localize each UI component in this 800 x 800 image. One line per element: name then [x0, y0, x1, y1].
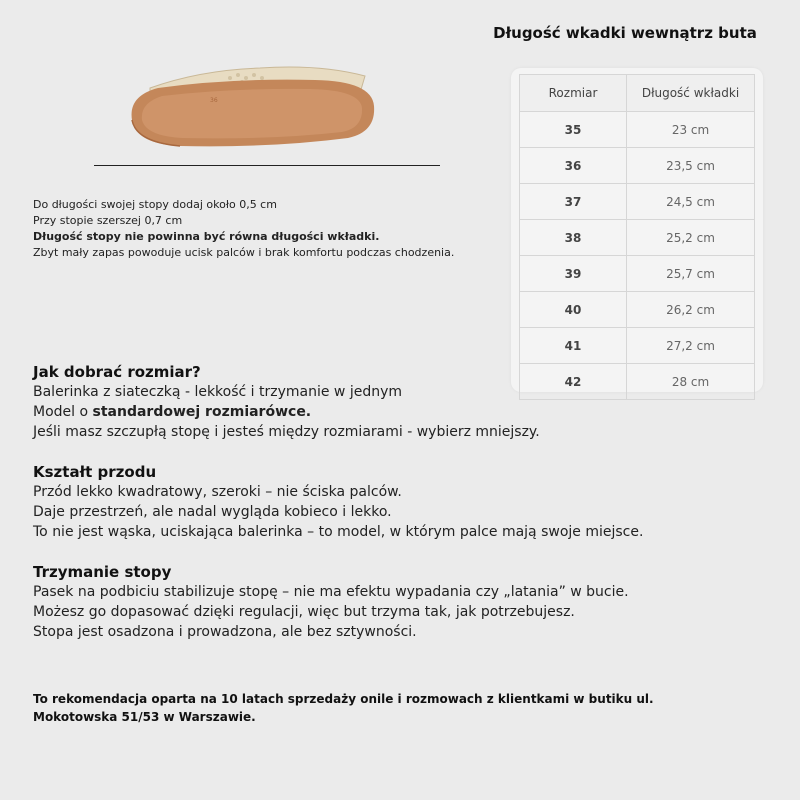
section-line-emphasis: standardowej rozmiarówce.	[92, 404, 312, 420]
section-line	[33, 402, 773, 422]
header-size: Rozmiar	[520, 75, 627, 112]
size-cell: 40	[520, 292, 627, 328]
length-cell: 24,5 cm	[627, 184, 755, 220]
section-title: Trzymanie stopy	[33, 563, 172, 581]
note-line-important: Długość stopy nie powinna być równa długości wkładki.	[33, 230, 380, 243]
section-line: Stopa jest osadzona i prowadzona, ale bez sztywności.	[33, 624, 417, 640]
footer-line: Mokotowska 51/53 w Warszawie.	[33, 710, 256, 724]
section-line: Przód lekko kwadratowy, szeroki – nie ściska palców.	[33, 484, 402, 500]
length-cell: 25,2 cm	[627, 220, 755, 256]
length-cell: 25,7 cm	[627, 256, 755, 292]
section-line: To nie jest wąska, uciskająca balerinka – to model, w którym palce mają swoje miejsce.	[33, 524, 644, 540]
section-line-prefix: Model o	[33, 404, 93, 420]
section-line: Balerinka z siateczką - lekkość i trzymanie w jednym	[33, 384, 403, 400]
table-row	[520, 328, 755, 364]
note-line: Przy stopie szerszej 0,7 cm	[33, 214, 183, 227]
section-title: Kształt przodu	[33, 463, 157, 481]
svg-text:36: 36	[210, 97, 218, 104]
note-line: Do długości swojej stopy dodaj około 0,5 cm	[33, 198, 277, 211]
section-sizing	[33, 362, 773, 442]
fit-notes	[33, 197, 503, 261]
length-cell: 28 cm	[627, 364, 755, 400]
size-cell: 39	[520, 256, 627, 292]
table-row	[520, 256, 755, 292]
size-cell: 38	[520, 220, 627, 256]
table-row	[520, 112, 755, 148]
header-length: Długość wkładki	[627, 75, 755, 112]
length-cell: 26,2 cm	[627, 292, 755, 328]
size-cell: 36	[520, 148, 627, 184]
table-row	[520, 148, 755, 184]
length-cell: 27,2 cm	[627, 328, 755, 364]
size-table-card	[511, 68, 763, 392]
table-header-row	[520, 75, 755, 112]
footer-line: To rekomendacja oparta na 10 latach sprzedaży onile i rozmowach z klientkami w butiku ul.	[33, 692, 654, 706]
table-row	[520, 220, 755, 256]
size-cell: 35	[520, 112, 627, 148]
length-cell: 23 cm	[627, 112, 755, 148]
table-row	[520, 184, 755, 220]
section-line: Pasek na podbiciu stabilizuje stopę – nie ma efektu wypadania czy „latania” w bucie.	[33, 584, 629, 600]
section-toe-shape	[33, 462, 773, 542]
footer-note	[33, 690, 753, 726]
table-row	[520, 292, 755, 328]
size-cell: 42	[520, 364, 627, 400]
divider-line	[94, 165, 440, 166]
note-line: Zbyt mały zapas powoduje ucisk palców i brak komfortu podczas chodzenia.	[33, 246, 455, 259]
section-line: Możesz go dopasować dzięki regulacji, więc but trzyma tak, jak potrzebujesz.	[33, 604, 575, 620]
description-sections	[33, 362, 773, 642]
table-title: Długość wkadki wewnątrz buta	[493, 24, 757, 42]
shoe-sole-image	[110, 48, 390, 158]
size-cell: 37	[520, 184, 627, 220]
size-table	[519, 74, 755, 400]
section-title: Jak dobrać rozmiar?	[33, 363, 201, 381]
size-cell: 41	[520, 328, 627, 364]
section-line: Daje przestrzeń, ale nadal wygląda kobieco i lekko.	[33, 504, 392, 520]
section-foot-hold	[33, 562, 773, 642]
section-line: Jeśli masz szczupłą stopę i jesteś między rozmiarami - wybierz mniejszy.	[33, 424, 540, 440]
length-cell: 23,5 cm	[627, 148, 755, 184]
